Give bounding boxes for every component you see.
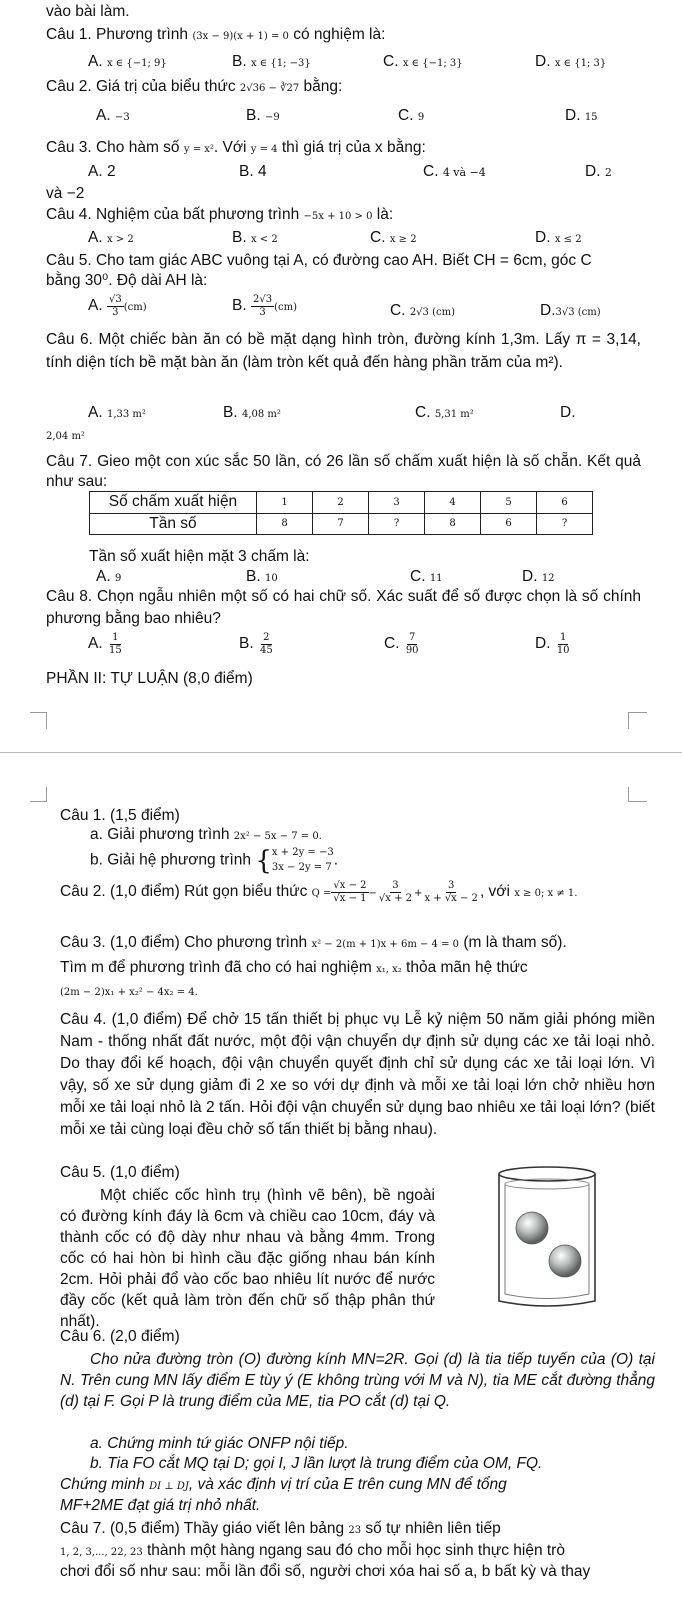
essay-question-7: Câu 7. (0,5 điểm) Thầy giáo viết lên bảng 23 số tự nhiên liên tiếp <box>60 1520 501 1537</box>
cup-illustration <box>487 1162 605 1312</box>
q2-option-d: D. 15 <box>565 107 598 124</box>
table-cell: ? <box>537 513 593 535</box>
essay-q6-b-line1: b. Tia FO cắt MQ tại D; gọi I, J lần lượt là trung điểm của OM, FQ. <box>90 1455 543 1472</box>
essay-q6-b-line2: Chứng minh DI ⊥ DJ, và xác định vị trí của E trên cung MN để tổng <box>60 1476 507 1493</box>
q5-option-b: B. $\frac{2√3}{3}$ (cm) <box>232 294 297 318</box>
part2-heading: PHẦN II: TỰ LUẬN (8,0 điểm) <box>46 670 253 687</box>
q4-option-a: A. x > 2 <box>88 229 134 246</box>
q8-option-a: A. $\frac{1}{15}$ <box>88 632 122 656</box>
question-7: Câu 7. Gieo một con xúc sắc 50 lần, có 26 lần số chấm xuất hiện là số chẵn. Kết quả như sau: <box>46 453 642 490</box>
table-cell: 8 <box>425 513 481 535</box>
question-1: Câu 1. Phương trình (3x − 9)(x + 1) = 0 có nghiệm là: <box>46 26 386 43</box>
q7-option-b: B. 10 <box>246 568 278 585</box>
essay-question-5: Câu 5. (1,0 điểm) <box>60 1164 180 1181</box>
q1-option-c: C. x ∈ {−1; 3} <box>383 53 463 70</box>
essay-question-3-relation: (2m − 2)x₁ + x₂² − 4x₂ = 4. <box>60 987 198 998</box>
q3-option-c: C. 4 và −4 <box>423 163 486 180</box>
brace-icon: { <box>255 845 272 876</box>
essay-q1-a: a. Giải phương trình 2x² − 5x − 7 = 0. <box>90 826 322 843</box>
sphere-ball-icon <box>549 1245 581 1277</box>
table-row <box>90 513 593 535</box>
question-6: Câu 6. Một chiếc bàn ăn có bề mặt dạng hình tròn, đường kính 1,3m. Lấy π = 3,14, tính diện tích bề mặt bàn ăn (làm tròn kết quả đến hàng phần trăm của m²). <box>46 331 641 371</box>
q4-option-c: C. x ≥ 2 <box>370 229 417 246</box>
q4-option-d: D. x ≤ 2 <box>535 229 582 246</box>
page-separator <box>0 752 682 753</box>
table-cell: 6 <box>537 492 593 514</box>
q4-option-b: B. x < 2 <box>232 229 278 246</box>
q5-option-a: A. $\frac{√3}{3}$ (cm) <box>88 294 147 318</box>
q5-option-c: C. 2√3 (cm) <box>390 302 455 319</box>
essay-q1-b: b. Giải hệ phương trình { x + 2y = −3 3x − 2y = 7 . <box>90 845 339 876</box>
q3-option-a: A. 2 <box>88 163 116 180</box>
q3-option-b: B. 4 <box>239 163 267 180</box>
q7-option-d: D. 12 <box>522 568 555 585</box>
table-cell: 4 <box>425 492 481 514</box>
essay-question-7-line3: chơi đổi số như sau: mỗi lần đổi số, người chơi xóa hai số a, b bất kỳ và thay <box>60 1563 591 1580</box>
table-cell: ? <box>369 513 425 535</box>
q1-option-b: B. x ∈ {1; −3} <box>232 53 311 70</box>
table-cell: 5 <box>481 492 537 514</box>
q3-option-d-wrap: và −2 <box>46 185 85 202</box>
question-3: Câu 3. Cho hàm số y = x². Với y = 4 thì giá trị của x bằng: <box>46 139 426 156</box>
essay-question-1: Câu 1. (1,5 điểm) <box>60 807 180 824</box>
q6-option-a: A. 1,33 m² <box>88 404 146 421</box>
table-header-cell: Tần số <box>90 513 257 535</box>
q7-after-text: Tần số xuất hiện mặt 3 chấm là: <box>89 548 310 565</box>
table-header-cell: Số chấm xuất hiện <box>90 492 257 514</box>
q7-option-c: C. 11 <box>410 568 443 585</box>
intro-text: vào bài làm. <box>46 3 130 20</box>
page-corner-mark <box>628 787 647 802</box>
q8-option-c: C. $\frac{7}{90}$ <box>384 632 419 656</box>
essay-q6-b-line3: MF+2ME đạt giá trị nhỏ nhất. <box>60 1497 261 1514</box>
q1-option-d: D. x ∈ {1; 3} <box>535 53 607 70</box>
q6-option-c: C. 5,31 m² <box>415 404 474 421</box>
sphere-ball-icon <box>516 1212 548 1244</box>
q6-option-d-wrap: 2,04 m² <box>46 431 85 442</box>
q6-option-b: B. 4,08 m² <box>223 404 281 421</box>
essay-question-5-text: Một chiếc cốc hình trụ (hình vẽ bên), bề ngoài có đường kính đáy là 6cm và chiều cao 10cm, đáy và thành cốc có độ dày như nhau và bằng 4mm. Trong cốc có hai hòn bi hình cầu đặc giống nhau bán kính 2cm. Hỏi phải đổ vào cốc bao nhiêu lít nước để nước đầy cốc (kết quả làm tròn đến chữ số thập phân thứ nhất). <box>60 1187 435 1330</box>
q2-option-b: B. −9 <box>246 107 280 124</box>
table-cell: 3 <box>369 492 425 514</box>
essay-question-7-line2: 1, 2, 3,..., 22, 23 thành một hàng ngang sau đó cho mỗi học sinh thực hiện trò <box>60 1542 565 1559</box>
q5-option-d: D.3√3 (cm) <box>540 302 601 319</box>
question-5: Câu 5. Cho tam giác ABC vuông tại A, có đường cao AH. Biết CH = 6cm, góc C <box>46 252 592 269</box>
essay-question-4: Câu 4. (1,0 điểm) Để chở 15 tấn thiết bị phục vụ Lễ kỷ niệm 50 năm giải phóng miền Nam - thống nhất đất nước, một đội vận chuyển dự định sử dụng các xe tải loại nhỏ. Do thay đổi kế hoạch, đội vận chuyển quyết định chỉ sử dụng các xe tải loại lớn. Vì vậy, số xe sử dụng giảm đi 2 xe so với dự định và mỗi xe tải loại lớn chở nhiều hơn mỗi xe tải loại nhỏ là 2 tấn. Hỏi đội vận chuyển sử dụng bao nhiêu xe tải loại lớn? (biết mỗi xe tải cùng loại đều chở số tấn thiết bị bằng nhau). <box>60 1011 656 1138</box>
question-4: Câu 4. Nghiệm của bất phương trình −5x + 10 > 0 là: <box>46 206 394 223</box>
page-corner-mark <box>30 712 47 729</box>
table-cell: 6 <box>481 513 537 535</box>
essay-question-3: Câu 3. (1,0 điểm) Cho phương trình x² − 2(m + 1)x + 6m − 4 = 0 (m là tham số). <box>60 934 567 951</box>
q8-option-d: D. $\frac{1}{10}$ <box>535 632 570 656</box>
table-cell: 7 <box>313 513 369 535</box>
table-cell: 2 <box>313 492 369 514</box>
q1-option-a: A. x ∈ {−1; 9} <box>88 53 167 70</box>
essay-question-2: Câu 2. (1,0 điểm) Rút gọn biểu thức Q = $\frac{√x - 2}{√x - 1}$ − $\frac{3}{√x + 2}$ + $\frac{3}{x + √x - 2}$ , với x ≥ 0; x ≠ 1. <box>60 880 578 904</box>
q7-option-a: A. 9 <box>96 568 122 585</box>
q2-option-c: C. 9 <box>398 107 425 124</box>
essay-question-6-text: Cho nửa đường tròn (O) đường kính MN=2R. Gọi (d) là tia tiếp tuyến của (O) tại N. Trên cung MN lấy điểm E tùy ý (E không trùng với M và N), tia ME cắt đường thẳng (d) tại F. Gọi P là trung điểm của ME, tia PO cắt (d) tại Q. <box>60 1351 655 1410</box>
page-corner-mark <box>628 712 647 729</box>
q8-option-b: B. $\frac{2}{45}$ <box>239 632 273 656</box>
page-corner-mark <box>30 787 47 802</box>
q3-option-d: D. 2 <box>585 163 612 180</box>
q2-option-a: A. −3 <box>96 107 130 124</box>
q6-option-d: D. <box>560 404 576 421</box>
essay-question-6: Câu 6. (2,0 điểm) <box>60 1328 180 1345</box>
essay-question-3-line2: Tìm m để phương trình đã cho có hai nghiệm x₁, x₂ thỏa mãn hệ thức <box>60 959 528 976</box>
frequency-table <box>89 491 593 535</box>
question-2: Câu 2. Giá trị của biểu thức 2√36 − ∛27 bằng: <box>46 78 343 95</box>
question-8: Câu 8. Chọn ngẫu nhiên một số có hai chữ số. Xác suất để số được chọn là số chính phương bằng bao nhiêu? <box>46 588 641 627</box>
table-cell: 1 <box>257 492 313 514</box>
table-cell: 8 <box>257 513 313 535</box>
table-row <box>90 492 593 514</box>
question-5-line2: bằng 30⁰. Độ dài AH là: <box>46 272 208 289</box>
essay-q6-a: a. Chứng minh tứ giác ONFP nội tiếp. <box>90 1435 349 1452</box>
